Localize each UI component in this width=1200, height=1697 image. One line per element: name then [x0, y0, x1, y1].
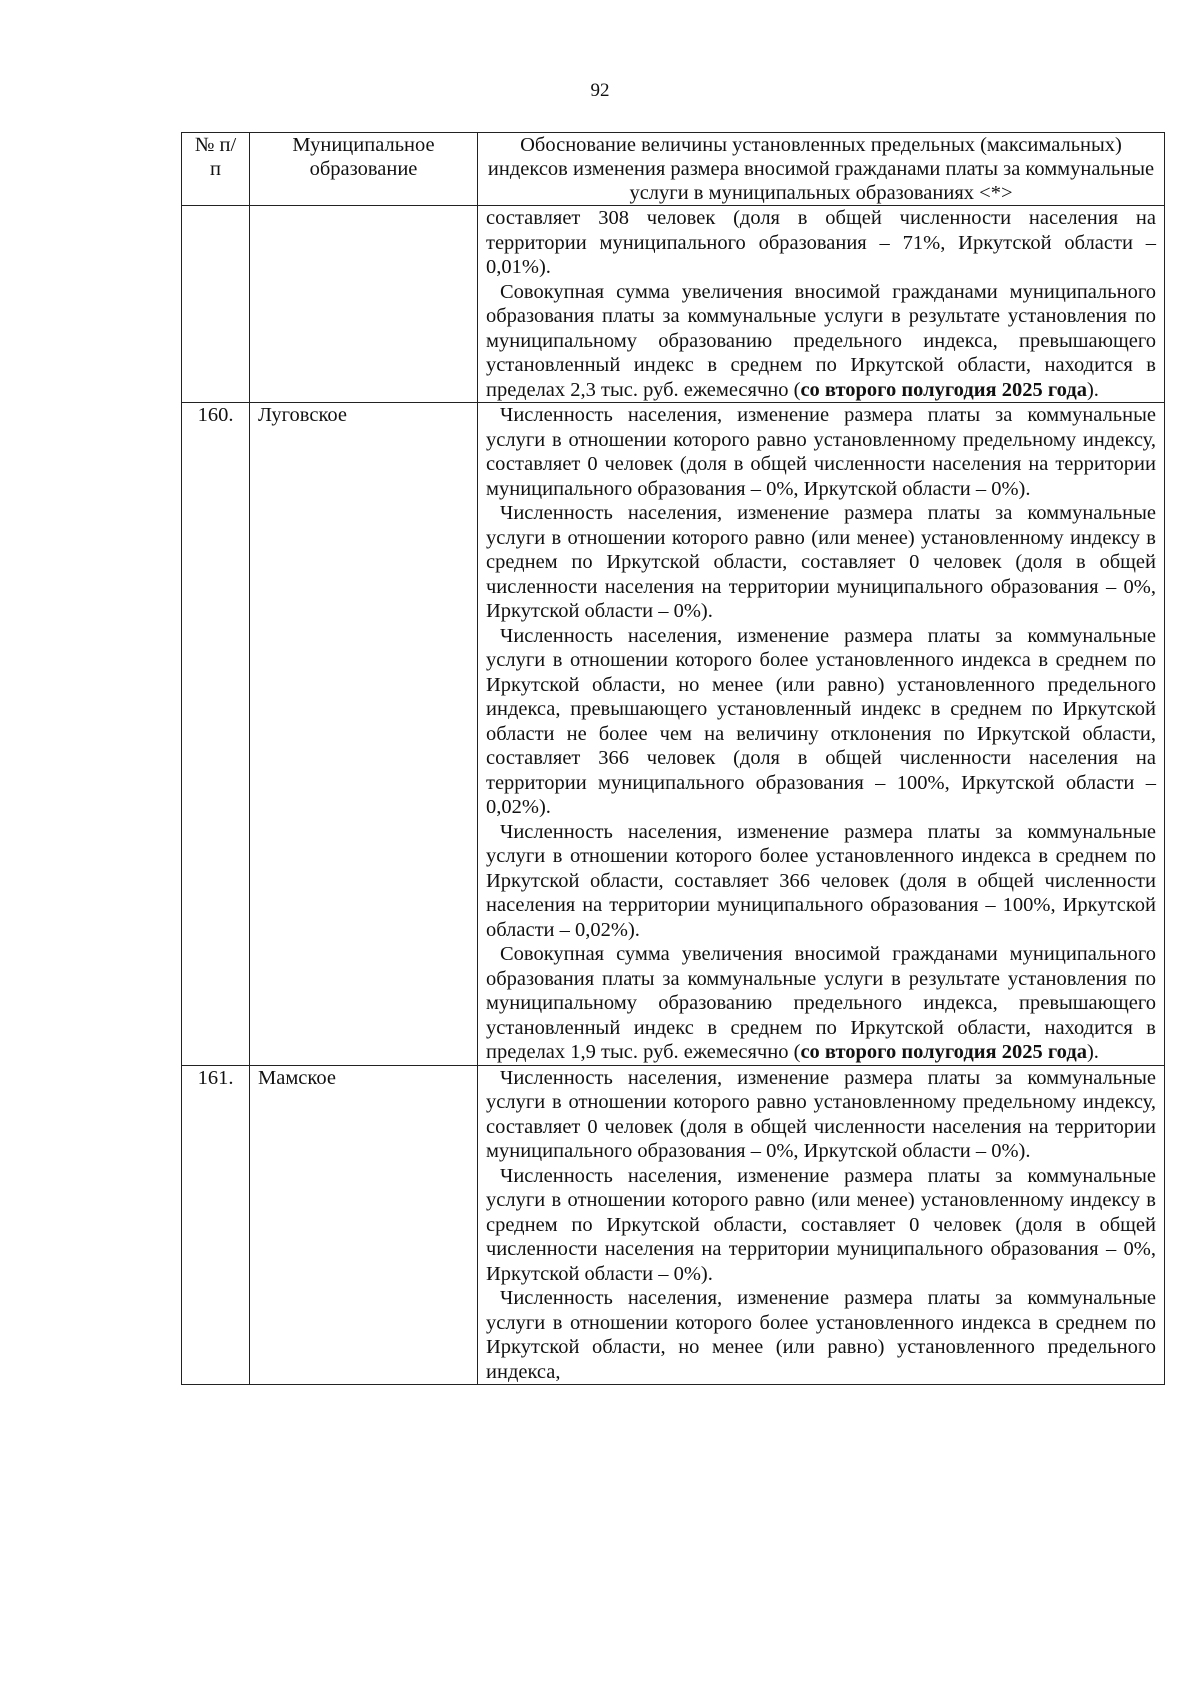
header-justification: Обоснование величины установленных предельных (максимальных) индексов изменения размера вносимой гражданами платы за коммунальные услуги в муниципальных образованиях <*> — [478, 133, 1165, 206]
paragraph-text: Численность населения, изменение размера платы за коммунальные услуги в отношении которого более установленного индекса в среднем по Иркутской области, составляет 366 человек (доля в общей численности населения на территории муниципального образования – 100%, Иркутской области – 0,02%). — [486, 820, 1156, 941]
paragraph-text: Численность населения, изменение размера платы за коммунальные услуги в отношении которого равно (или менее) установленному индексу в среднем по Иркутской области, составляет 0 человек (доля в общей численности населения на территории муниципального образования – 0%, Иркутской области – 0%). — [486, 1164, 1156, 1285]
table-row — [182, 1065, 1165, 1385]
municipality-cell — [250, 206, 478, 403]
justification-paragraph — [486, 1066, 1156, 1164]
municipality-cell: Мамское — [250, 1065, 478, 1385]
justification-cell — [478, 403, 1165, 1066]
header-municipality: Муниципальное образование — [250, 133, 478, 206]
paragraph-text: Численность населения, изменение размера платы за коммунальные услуги в отношении которого более установленного индекса в среднем по Иркутской области, но менее (или равно) установленного предельного индекса, превышающего установленный индекс в среднем по Иркутской области не более чем на величину отклонения по Иркутской области, составляет 366 человек (доля в общей численности населения на территории муниципального образования – 100%, Иркутской области – 0,02%). — [486, 624, 1156, 818]
justification-paragraph — [486, 501, 1156, 624]
paragraph-text: составляет 308 человек (доля в общей численности населения на территории муниципального образования – 71%, Иркутской области – 0,01%). — [486, 207, 1156, 278]
table-header-row — [182, 133, 1165, 206]
justification-cell — [478, 206, 1165, 403]
paragraph-text: Совокупная сумма увеличения вносимой гражданами муниципального образования платы за коммунальные услуги в результате установления по муниципальному образованию предельного индекса, превышающего установленный индекс в среднем по Иркутской области, находится в пределах 2,3 тыс. руб. ежемесячно ( — [486, 280, 1156, 401]
justification-paragraph — [486, 1286, 1156, 1384]
row-number-cell: 161. — [182, 1065, 250, 1385]
table-row — [182, 403, 1165, 1066]
justification-paragraph — [486, 280, 1156, 403]
paragraph-text: Численность населения, изменение размера платы за коммунальные услуги в отношении которого равно (или менее) установленному индексу в среднем по Иркутской области, составляет 0 человек (доля в общей численности населения на территории муниципального образования – 0%, Иркутской области – 0%). — [486, 502, 1156, 622]
justification-cell — [478, 1065, 1165, 1385]
paragraph-bold-text: со второго полугодия 2025 года — [800, 378, 1087, 401]
paragraph-text: Численность населения, изменение размера платы за коммунальные услуги в отношении которого более установленного индекса в среднем по Иркутской области, но менее (или равно) установленного предельного индекса, — [486, 1287, 1156, 1383]
justification-paragraph — [486, 403, 1156, 501]
justification-paragraph — [486, 206, 1156, 280]
page-number: 92 — [590, 80, 610, 101]
paragraph-bold-text: со второго полугодия 2025 года — [800, 1041, 1087, 1063]
paragraph-tail-text: ). — [1086, 1041, 1099, 1063]
row-number-cell — [182, 206, 250, 403]
justification-paragraph — [486, 820, 1156, 943]
municipality-cell: Луговское — [250, 403, 478, 1066]
header-row-number: № п/п — [182, 133, 250, 206]
paragraph-tail-text: ). — [1086, 378, 1099, 401]
row-number-cell: 160. — [182, 403, 250, 1066]
paragraph-text: Численность населения, изменение размера платы за коммунальные услуги в отношении которого равно установленному предельному индексу, составляет 0 человек (доля в общей численности населения на территории муниципального образования – 0%, Иркутской области – 0%). — [486, 1066, 1156, 1162]
table-row — [182, 206, 1165, 403]
justification-paragraph — [486, 624, 1156, 820]
tariff-index-table — [181, 132, 1165, 1385]
paragraph-text: Совокупная сумма увеличения вносимой гражданами муниципального образования платы за коммунальные услуги в результате установления по муниципальному образованию предельного индекса, превышающего установленный индекс в среднем по Иркутской области, находится в пределах 1,9 тыс. руб. ежемесячно ( — [486, 943, 1156, 1063]
justification-paragraph — [486, 942, 1156, 1065]
justification-paragraph — [486, 1164, 1156, 1287]
paragraph-text: Численность населения, изменение размера платы за коммунальные услуги в отношении которого равно установленному предельному индексу, составляет 0 человек (доля в общей численности населения на территории муниципального образования – 0%, Иркутской области – 0%). — [486, 404, 1156, 500]
